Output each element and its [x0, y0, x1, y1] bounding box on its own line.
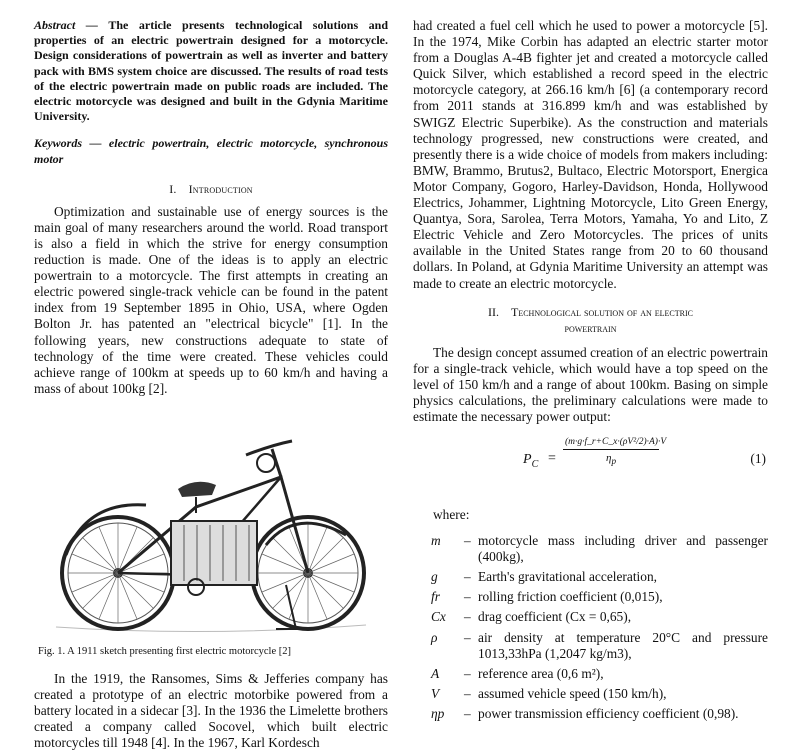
- definition-text: reference area (0,6 m²),: [478, 665, 604, 681]
- symbol-definitions: [413, 533, 768, 722]
- figure-caption: Fig. 1. A 1911 sketch presenting first electric motorcycle [2]: [38, 645, 292, 657]
- definition-row: [413, 666, 768, 682]
- section-number: I.: [169, 181, 177, 196]
- definition-row: [413, 630, 768, 662]
- keywords-text: electric powertrain, electric motorcycle, synchronous motor: [34, 136, 388, 166]
- definition-dash: –: [464, 685, 471, 701]
- definition-text: assumed vehicle speed (150 km/h),: [478, 685, 667, 701]
- equation-equals: =: [548, 451, 556, 467]
- equation-lhs-symbol: P: [523, 452, 532, 468]
- definition-text: power transmission efficiency coefficient (0,98).: [478, 705, 739, 721]
- definition-row: [413, 589, 768, 605]
- figure-motorcycle-sketch: [34, 415, 388, 643]
- definition-dash: –: [464, 705, 471, 721]
- definition-text: rolling friction coefficient (0,015),: [478, 589, 663, 605]
- equation-fraction: [563, 437, 667, 467]
- definition-row: [413, 609, 768, 625]
- definition-symbol: m: [431, 533, 441, 549]
- definition-row: [413, 533, 768, 565]
- equation-fraction-bar: [563, 449, 659, 450]
- definition-symbol: g: [431, 569, 438, 585]
- definition-dash: –: [464, 629, 471, 645]
- definition-dash: –: [464, 533, 471, 549]
- intro-paragraph-1: Optimization and sustainable use of energy sources is the main goal of many researchers around the world. Road transport is also a field in which the strive for energy consumption reduction is made. One of the ideas is to apply an electric powertrain to a motorcycle. The first attempts in creating an electric powered single-track vehicle can be found in the patent index from 19 September 1895 in Ohio, USA, where Ogden Bolton Jr. has patented an "electrical bicycle" [1]. In the following years, new constructions adequate to state of technology of the time were created. These vehicles could achieve range of 100km at speeds up to 60 km/h and having a mass of about 100kg [2].: [34, 203, 388, 396]
- section-title-line-1: Technological solution of an electric: [511, 304, 693, 319]
- section-title-line-2: powertrain: [564, 320, 617, 335]
- definition-symbol: fr: [431, 589, 440, 605]
- section-title: Introduction: [188, 181, 253, 196]
- definition-text: air density at temperature 20°C and pressure 1013,33hPa (1,2047 kg/m3),: [478, 629, 768, 661]
- definition-symbol: ηp: [431, 705, 445, 721]
- equation-lhs-subscript: C: [531, 458, 539, 470]
- definition-symbol: V: [431, 685, 440, 701]
- left-column: [34, 18, 388, 751]
- definition-dash: –: [464, 589, 471, 605]
- definition-text: Earth's gravitational acceleration,: [478, 569, 658, 585]
- section-heading-technological-solution: [413, 304, 768, 336]
- where-label: where:: [433, 507, 470, 523]
- definition-dash: –: [464, 609, 471, 625]
- equation-numerator: (m·g·f_r+C_x·(ρV²/2)·A)·V: [565, 437, 667, 448]
- abstract: [34, 18, 388, 124]
- equation-1: [413, 437, 768, 489]
- equation-number: (1): [750, 451, 766, 467]
- definition-symbol: Cx: [431, 609, 446, 625]
- abstract-text: The article presents technological solutions and properties of an electric powertrain designed for a motorcycle. Design considerations of powertrain as well as inverter and battery pack with BMS system choice are discussed. The results of road tests of the electric powertrain made on public roads are included. The electric motorcycle was designed and built in the Gdynia Maritime University.: [34, 18, 388, 124]
- definition-text: motorcycle mass including driver and passenger (400kg),: [478, 533, 768, 565]
- intro-paragraph-2: In the 1919, the Ransomes, Sims & Jefferies company has created a prototype of an electric motorbike powered from a battery located in a sidecar [3]. In the 1936 the Limelette brothers created a company called Socovel, which built electric motorcycles till 1948 [4]. In the 1967, Karl Kordesch: [34, 670, 388, 751]
- intro-paragraph-2-continued: had created a fuel cell which he used to power a motorcycle [5]. In the 1974, Mike Corbin has adapted an electric starter motor from a Douglas A-4B fighter jet and created a motorcycle called Quick Silver, which established a record speed in the electric motorcycle category, at 266.16 km/h [6] (a contemporary record from 2011 stands at 316.899 km/h and was established by SWIGZ Electric Superbike). As the construction and materials technology progressed, new constructions were created, and presently there is a wide choice of models from makers including: BMW, Brammo, Brutus2, Bultaco, Electric Motorsport, Energica Motor Company, Gogoro, Harley-Davidson, Honda, Hollywood Electrics, Johammer, Lightning Motorcycle, Lito Green Energy, Quantya, Sora, Sarolea, Terra Motors, Yamaha, Yo and Lito, Z Electric Vehicle and Zero Motorcycles. The prices of units available in the United States range from 20 to 60 thousand dollars. In Poland, at Gdynia Maritime University an attempt was made to create an electric motorcycle.: [413, 18, 768, 291]
- definition-text: drag coefficient (Cx = 0,65),: [478, 609, 632, 625]
- section-heading-introduction: [34, 182, 388, 197]
- abstract-lead: Abstract —: [34, 18, 109, 32]
- definition-row: [413, 569, 768, 585]
- equation-lhs: [523, 452, 538, 470]
- motorcycle-sketch-image: [46, 415, 376, 643]
- keywords-lead: Keywords —: [34, 136, 109, 151]
- equation-denominator-subscript: p: [611, 456, 617, 467]
- definition-dash: –: [464, 665, 471, 681]
- equation-denominator: [563, 452, 659, 466]
- definition-row: [413, 706, 768, 722]
- section-number: II.: [488, 304, 499, 319]
- definition-symbol: A: [431, 665, 440, 681]
- definition-row: [413, 686, 768, 702]
- definition-symbol: ρ: [431, 629, 438, 645]
- right-column: [413, 18, 768, 726]
- section2-paragraph-1: The design concept assumed creation of an electric powertrain for a single-track vehicle, which would have a top speed on the level of 150 km/h and a range of about 100km. Basing on simple physics calculations, the preliminary calculations were made to estimate the necessary power output:: [413, 344, 768, 424]
- keywords: [34, 136, 388, 166]
- equation-denominator-symbol: η: [605, 452, 612, 465]
- definition-dash: –: [464, 569, 471, 585]
